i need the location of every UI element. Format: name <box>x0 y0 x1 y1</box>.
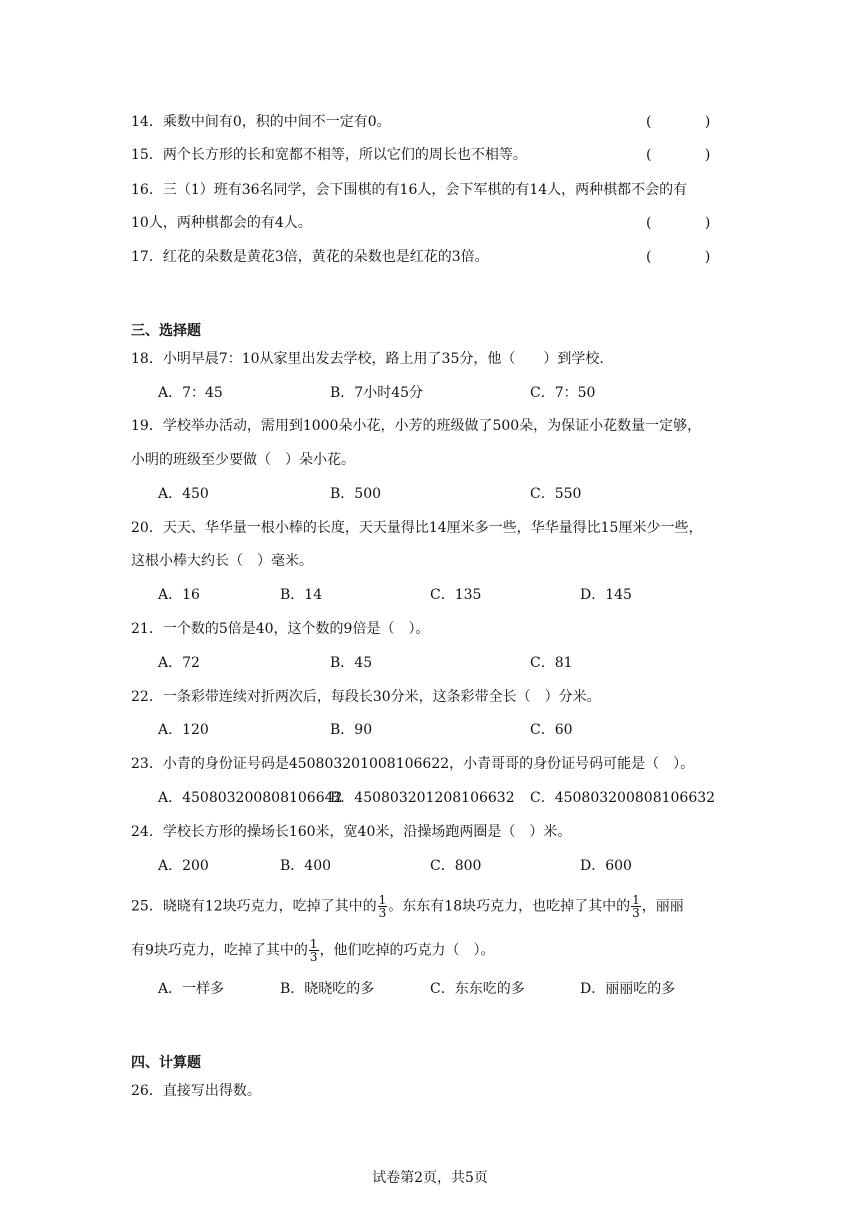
q25-text-1: 25．晓晓有12块巧克力，吃掉了其中的 <box>131 898 377 915</box>
q19-option-b[interactable]: B．500 <box>330 486 382 502</box>
question-24: 24．学校长方形的操场长160米，宽40米，沿操场跑两圈是（ ）米。 <box>131 824 572 840</box>
q25-option-c[interactable]: C．东东吃的多 <box>430 981 525 997</box>
q25-text-2: 。东东有18块巧克力，也吃掉了其中的 <box>388 898 631 915</box>
question-14: 14．乘数中间有0，积的中间不一定有0。 <box>131 114 391 130</box>
question-16: 16．三（1）班有36名同学，会下围棋的有16人，会下军棋的有14人，两种棋都不会的有 <box>131 182 688 198</box>
q23-option-b[interactable]: B．450803201208106632 <box>330 790 515 806</box>
q23-option-a[interactable]: A．450803200808106642 <box>158 790 343 806</box>
question-20: 20．天天、华华量一根小棒的长度，天天量得比14厘米多一些，华华量得比15厘米少一些， <box>131 520 703 536</box>
question-17: 17．红花的朵数是黄花3倍，黄花的朵数也是红花的3倍。 <box>131 249 489 265</box>
answer-blank-16[interactable]: ( ) <box>646 215 711 231</box>
q20-option-a[interactable]: A．16 <box>158 587 200 603</box>
fraction-numerator: 1 <box>378 893 387 907</box>
q19-option-c[interactable]: C．550 <box>530 486 582 502</box>
q20-option-b[interactable]: B．14 <box>280 587 323 603</box>
q25-option-a[interactable]: A．一样多 <box>158 981 225 997</box>
q22-option-b[interactable]: B．90 <box>330 722 373 738</box>
fraction-one-third <box>309 938 319 963</box>
question-25 <box>131 894 684 919</box>
q25-text-4: 有9块巧克力，吃掉了其中的 <box>131 942 308 959</box>
section-title-choice: 三、选择题 <box>131 323 201 339</box>
q18-option-b[interactable]: B．7小时45分 <box>330 385 424 401</box>
answer-blank-14[interactable]: ( ) <box>646 114 711 130</box>
q21-option-b[interactable]: B．45 <box>330 655 373 671</box>
question-22: 22．一条彩带连续对折两次后，每段长30分米，这条彩带全长（ ）分米。 <box>131 689 601 705</box>
question-18: 18．小明早晨7：10从家里出发去学校，路上用了35分，他（ ）到学校. <box>131 351 604 367</box>
q22-option-c[interactable]: C．60 <box>530 722 573 738</box>
fraction-numerator: 1 <box>309 937 318 951</box>
question-20-cont: 这根小棒大约长（ ）毫米。 <box>131 553 313 569</box>
question-19: 19．学校举办活动，需用到1000朵小花，小芳的班级做了500朵，为保证小花数量一定够， <box>131 418 702 434</box>
question-26: 26．直接写出得数。 <box>131 1083 261 1099</box>
q20-option-c[interactable]: C．135 <box>430 587 482 603</box>
q20-option-d[interactable]: D．145 <box>580 587 632 603</box>
q25-text-5: ，他们吃掉的巧克力（ ）。 <box>319 942 495 959</box>
fraction-denominator: 3 <box>309 950 318 964</box>
fraction-one-third <box>631 894 641 919</box>
q18-option-c[interactable]: C．7：50 <box>530 385 596 401</box>
q25-text-3: ，丽丽 <box>641 898 684 915</box>
q18-option-a[interactable]: A．7：45 <box>158 385 223 401</box>
answer-blank-15[interactable]: ( ) <box>646 147 711 163</box>
question-23: 23．小青的身份证号码是450803201008106622，小青哥哥的身份证号码可能是（ ）。 <box>131 756 695 772</box>
answer-blank-17[interactable]: ( ) <box>646 249 711 265</box>
q25-option-d[interactable]: D．丽丽吃的多 <box>580 981 676 997</box>
q19-option-a[interactable]: A．450 <box>158 486 209 502</box>
fraction-denominator: 3 <box>632 906 640 920</box>
question-21: 21．一个数的5倍是40，这个数的9倍是（ ）。 <box>131 621 430 637</box>
q21-option-a[interactable]: A．72 <box>158 655 200 671</box>
fraction-one-third <box>378 894 388 919</box>
question-15: 15．两个长方形的长和宽都不相等，所以它们的周长也不相等。 <box>131 147 527 163</box>
q21-option-c[interactable]: C．81 <box>530 655 573 671</box>
question-19-cont: 小明的班级至少要做（ ）朵小花。 <box>131 452 355 468</box>
q22-option-a[interactable]: A．120 <box>158 722 209 738</box>
q23-option-c[interactable]: C．450803200808106632 <box>530 790 716 806</box>
page-footer: 试卷第2页，共5页 <box>372 1170 488 1186</box>
q24-option-a[interactable]: A．200 <box>158 858 209 874</box>
q24-option-c[interactable]: C．800 <box>430 858 482 874</box>
q24-option-d[interactable]: D．600 <box>580 858 632 874</box>
question-25-cont <box>131 938 495 963</box>
q24-option-b[interactable]: B．400 <box>280 858 332 874</box>
question-16-cont: 10人，两种棋都会的有4人。 <box>131 215 312 231</box>
q25-option-b[interactable]: B．晓晓吃的多 <box>280 981 375 997</box>
section-title-calculation: 四、计算题 <box>131 1055 201 1071</box>
fraction-denominator: 3 <box>378 906 387 920</box>
fraction-numerator: 1 <box>632 893 640 907</box>
